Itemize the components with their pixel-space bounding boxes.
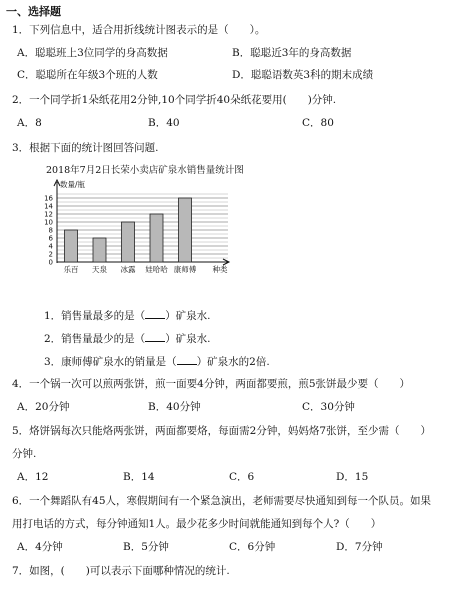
q2-option-b: B．40 <box>148 117 180 129</box>
y-tick-label: 12 <box>44 210 53 219</box>
q3-sub3: 3．康师傅矿泉水的销量是（ ）矿泉水的2倍. <box>44 356 270 368</box>
y-tick-label: 6 <box>48 234 53 243</box>
q5-option-b: B．14 <box>123 471 155 483</box>
q6-option-c: C．6分钟 <box>229 541 276 553</box>
q5-option-d: D．15 <box>336 471 369 483</box>
y-tick-label: 16 <box>44 194 53 203</box>
x-tick-label: 娃哈哈 <box>145 265 168 274</box>
q5-stem-cont: 分钟. <box>12 448 37 460</box>
q6-option-d: D．7分钟 <box>336 541 383 553</box>
q6-stem: 6．一个舞蹈队有45人，寒假期间有一个紧急演出，老师需要尽快通知到每一个队员。如果 <box>12 495 432 507</box>
q3-sub1: 1．销售量最多的是（ ）矿泉水. <box>44 310 211 322</box>
bar <box>122 222 135 262</box>
y-axis-label: 数量/瓶 <box>60 180 86 189</box>
q6-option-b: B．5分钟 <box>123 541 169 553</box>
q5-stem: 5．烙饼锅每次只能烙两张饼，两面都要烙，每面需2分钟，妈妈烙7张饼，至少需（ ） <box>12 425 432 437</box>
bar <box>179 198 192 262</box>
y-tick-label: 8 <box>48 226 53 235</box>
x-tick-label: 冰露 <box>120 265 136 274</box>
y-tick-label: 4 <box>48 242 53 251</box>
q1-option-d: D．聪聪语数英3科的期末成绩 <box>232 69 374 81</box>
y-tick-label: 14 <box>44 202 53 211</box>
y-tick-label: 0 <box>48 258 53 267</box>
q5-option-a: A．12 <box>17 471 49 483</box>
q2-stem: 2．一个同学折1朵纸花用2分钟,10个同学折40朵纸花要用( )分钟. <box>12 94 337 106</box>
q4-option-b: B．40分钟 <box>148 401 201 413</box>
q3-sub2: 2．销售量最少的是（ ）矿泉水. <box>44 333 211 345</box>
x-tick-label: 康师傅 <box>173 265 197 274</box>
bar <box>93 238 106 262</box>
q2-option-a: A．8 <box>17 117 42 129</box>
q1-stem: 1．下列信息中，适合用折线统计图表示的是（ ）。 <box>12 24 266 36</box>
q3-stem: 3．根据下面的统计图回答问题. <box>12 142 159 154</box>
q4-option-c: C．30分钟 <box>302 401 355 413</box>
bar <box>150 214 163 262</box>
x-tick-label: 天泉 <box>92 265 107 274</box>
chart-title: 2018年7月2日长荣小卖店矿泉水销售量统计图 <box>46 165 244 176</box>
q1-option-c: C．聪聪所在年级3个班的人数 <box>17 69 158 81</box>
q5-option-c: C．6 <box>229 471 255 483</box>
y-tick-label: 2 <box>48 250 53 259</box>
q4-option-a: A．20分钟 <box>17 401 70 413</box>
q6-option-a: A．4分钟 <box>17 541 63 553</box>
q1-option-b: B．聪聪近3年的身高数据 <box>232 47 352 59</box>
q7-stem: 7．如图，( )可以表示下面哪种情况的统计. <box>12 565 230 577</box>
q2-option-c: C．80 <box>302 117 334 129</box>
section-title: 一、选择题 <box>6 5 61 18</box>
q1-option-a: A．聪聪班上3位同学的身高数据 <box>17 47 168 59</box>
bar <box>65 230 78 262</box>
x-axis-label: 种类 <box>212 265 228 274</box>
q4-stem: 4．一个锅一次可以煎两张饼，煎一面要4分钟，两面都要煎，煎5张饼最少要（ ） <box>12 378 411 390</box>
q6-stem-cont: 用打电话的方式，每分钟通知1人。最少花多少时间就能通知到每个人?（ ） <box>12 518 382 530</box>
x-tick-label: 乐百 <box>63 265 79 274</box>
y-tick-label: 10 <box>44 218 53 227</box>
